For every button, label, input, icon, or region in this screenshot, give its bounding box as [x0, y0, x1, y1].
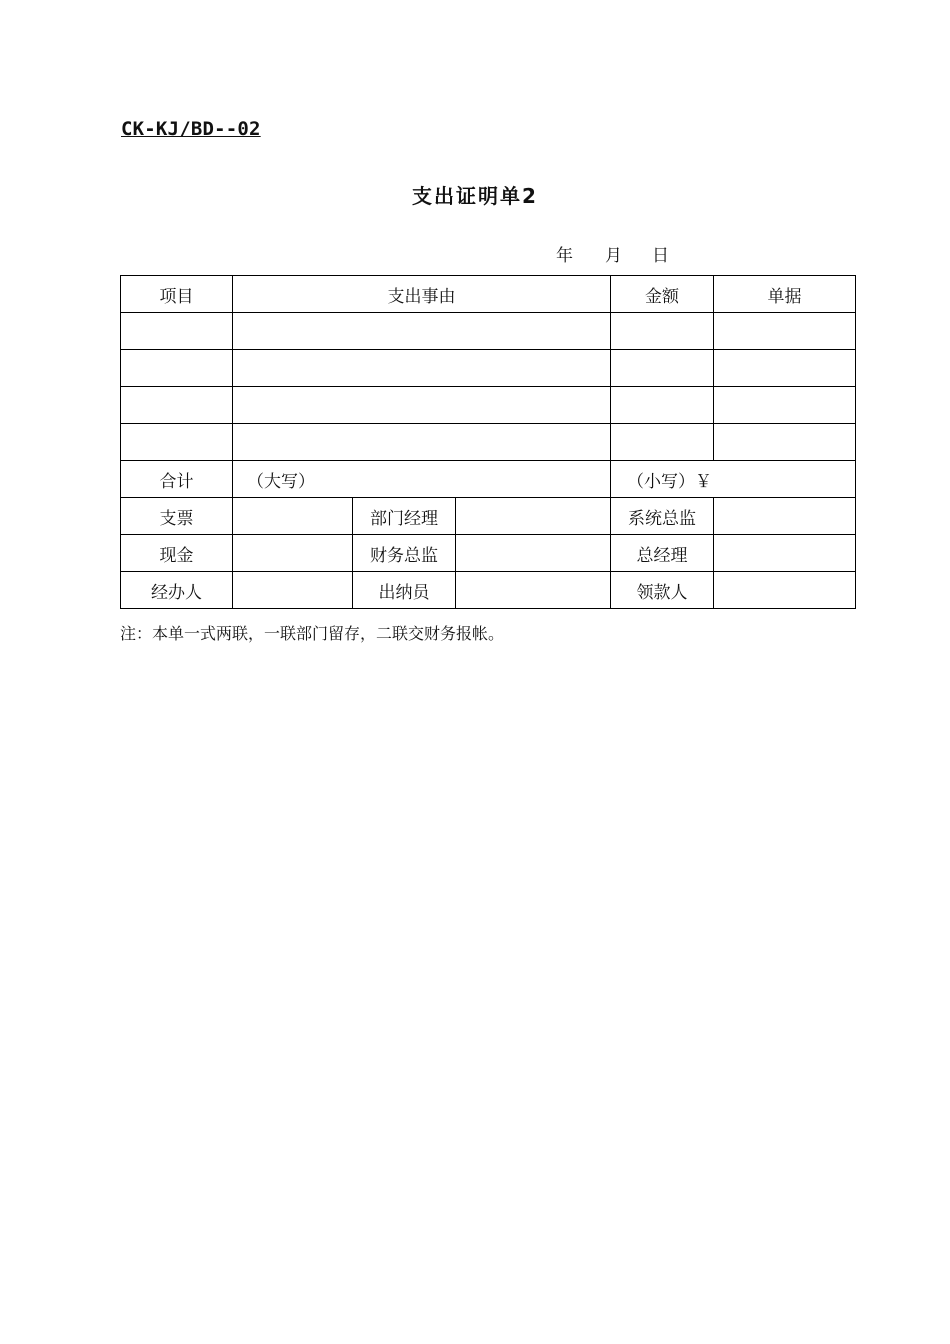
- empty-cell[interactable]: [611, 350, 714, 387]
- empty-cell[interactable]: [233, 313, 611, 350]
- header-item: 项目: [121, 276, 233, 313]
- empty-cell[interactable]: [714, 572, 856, 609]
- row-label: 经办人: [121, 572, 233, 609]
- row-label: 现金: [121, 535, 233, 572]
- empty-cell[interactable]: [456, 572, 611, 609]
- total-row: [121, 461, 856, 498]
- table-row: [121, 350, 856, 387]
- row-label: 部门经理: [353, 498, 456, 535]
- empty-cell[interactable]: [233, 572, 353, 609]
- empty-cell[interactable]: [714, 387, 856, 424]
- row-label: 领款人: [611, 572, 714, 609]
- empty-cell[interactable]: [714, 498, 856, 535]
- total-lower-field[interactable]: （小写）￥: [611, 461, 856, 498]
- footnote: 注：本单一式两联，一联部门留存，二联交财务报帐。: [120, 624, 505, 643]
- header-reason: 支出事由: [233, 276, 611, 313]
- empty-cell[interactable]: [121, 424, 233, 461]
- document-title: 支出证明单2: [412, 184, 538, 208]
- row-label: 出纳员: [353, 572, 456, 609]
- row-label: 财务总监: [353, 535, 456, 572]
- table-row: [121, 387, 856, 424]
- empty-cell[interactable]: [611, 313, 714, 350]
- date-year: 年: [556, 246, 573, 266]
- empty-cell[interactable]: [121, 350, 233, 387]
- table-header-row: [121, 276, 856, 313]
- empty-cell[interactable]: [714, 350, 856, 387]
- expense-form-table: [120, 275, 856, 609]
- empty-cell[interactable]: [714, 424, 856, 461]
- signature-row: [121, 498, 856, 535]
- empty-cell[interactable]: [456, 535, 611, 572]
- empty-cell[interactable]: [456, 498, 611, 535]
- empty-cell[interactable]: [714, 535, 856, 572]
- document-code: CK-KJ/BD--02: [121, 118, 261, 140]
- total-capital-field[interactable]: （大写）: [233, 461, 611, 498]
- table-row: [121, 313, 856, 350]
- empty-cell[interactable]: [233, 350, 611, 387]
- signature-row: [121, 572, 856, 609]
- empty-cell[interactable]: [121, 313, 233, 350]
- header-amount: 金额: [611, 276, 714, 313]
- empty-cell[interactable]: [714, 313, 856, 350]
- empty-cell[interactable]: [121, 387, 233, 424]
- row-label: 系统总监: [611, 498, 714, 535]
- empty-cell[interactable]: [611, 424, 714, 461]
- header-receipt: 单据: [714, 276, 856, 313]
- date-day: 日: [652, 246, 669, 266]
- date-month: 月: [605, 246, 622, 266]
- signature-row: [121, 535, 856, 572]
- empty-cell[interactable]: [233, 535, 353, 572]
- row-label: 总经理: [611, 535, 714, 572]
- table-row: [121, 424, 856, 461]
- empty-cell[interactable]: [233, 387, 611, 424]
- empty-cell[interactable]: [233, 424, 611, 461]
- row-label: 支票: [121, 498, 233, 535]
- empty-cell[interactable]: [611, 387, 714, 424]
- empty-cell[interactable]: [233, 498, 353, 535]
- total-label: 合计: [121, 461, 233, 498]
